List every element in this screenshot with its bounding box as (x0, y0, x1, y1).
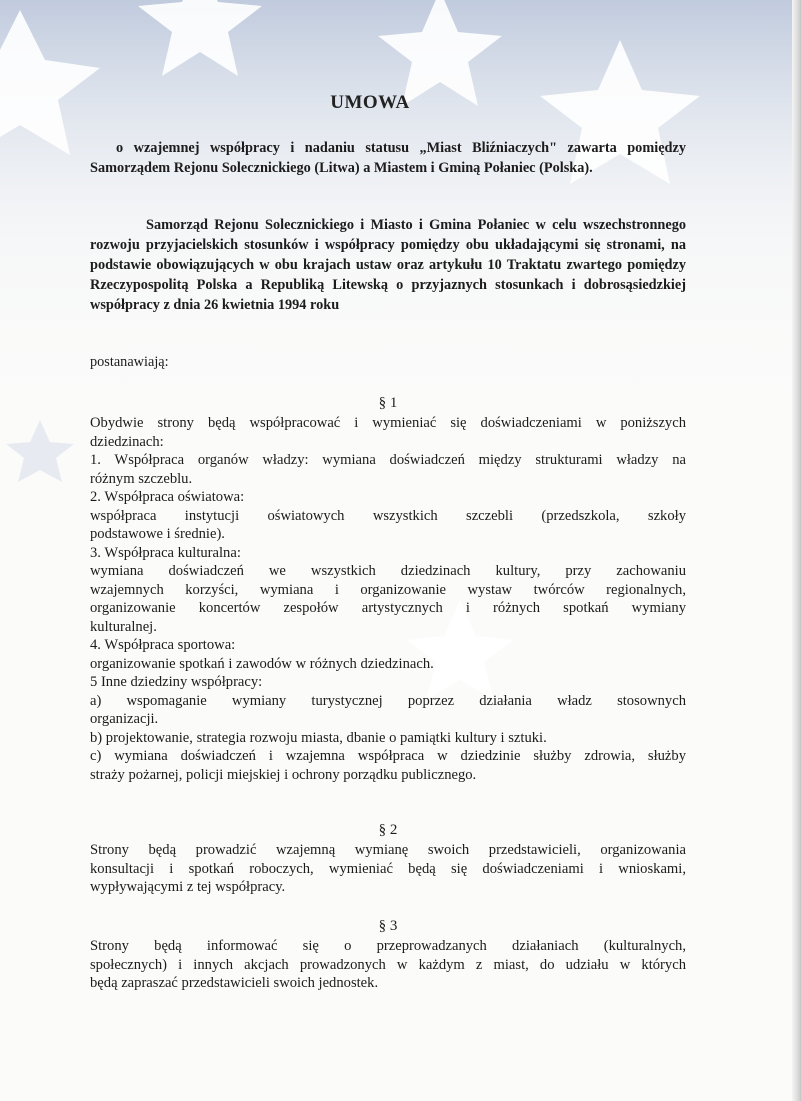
section-1-line: wymiana doświadczeń we wszystkich dziedzinach kultury, przy zachowaniu (90, 563, 686, 579)
section-1-line: b) projektowanie, strategia rozwoju miasta, dbanie o pamiątki kultury i sztuki. (90, 729, 547, 746)
section-3-body (90, 937, 686, 993)
section-1-line: organizacji. (90, 711, 159, 727)
section-1-body (90, 414, 686, 784)
section-1-line: a) wspomaganie wymiany turystycznej poprzez działania władz stosownych (90, 692, 686, 709)
section-1-line: organizowanie spotkań i zawodów w różnych dziedzinach. (90, 655, 434, 672)
section-1-line: dziedzinach: (90, 433, 164, 450)
section-2-line: wypływającymi z tej współpracy. (90, 879, 286, 895)
section-1-line: wzajemnych korzyści, wymiana i organizowanie wystaw twórców regionalnych, (90, 581, 686, 598)
section-1-line: 1. Współpraca organów władzy: wymiana doświadczeń między strukturami władzy na (90, 452, 686, 468)
section-1-line: c) wymiana doświadczeń i wzajemna współpraca w dziedzinie służby zdrowia, służby (90, 748, 686, 764)
section-1-line: 2. Współpraca oświatowa: (90, 489, 245, 505)
section-2-line: konsultacji i spotkań roboczych, wymieniać będą się doświadczeniami i wnioskami, (90, 860, 686, 877)
agreement-intro: o wzajemnej współpracy i nadaniu statusu „Miast Bliźniaczych" zawarta pomiędzy Samorządem Rejonu Solecznickiego (Litwa) a Miastem i Gminą Połaniec (Polska). (90, 140, 686, 176)
section-3-line: społecznych) i innych akcjach prowadzonych w każdym z miast, do udziału w których (90, 956, 686, 973)
section-1-line: kulturalnej. (90, 618, 157, 635)
section-1-line: współpraca instytucji oświatowych wszystkich szczebli (przedszkola, szkoły (90, 507, 686, 524)
agreement-preamble: Samorząd Rejonu Solecznickiego i Miasto i Gmina Połaniec w celu wszechstronnego rozwoju przyjacielskich stosunków i współpracy pomiędzy obu układającymi się stronami, na podstawie obowiązujących w obu krajach ustaw oraz artykułu 10 Traktatu zwartego pomiędzy Rzeczypospolitą Polska a Republiką Litewską o przyjaznych stosunkach i dobrosąsiedzkiej współpracy z dnia 26 kwietnia 1994 roku (90, 217, 686, 313)
section-2-heading: § 2 (378, 822, 398, 838)
section-1-line: organizowanie koncertów zespołów artystycznych i różnych spotkań wymiany (90, 600, 686, 616)
section-1-heading: § 1 (378, 395, 398, 411)
section-1-line: Obydwie strony będą współpracować i wymieniać się doświadczeniami w poniższych (90, 415, 686, 431)
page-right-edge-shadow (792, 0, 801, 1101)
decision-label: postanawiają: (90, 354, 169, 370)
section-1-line: 4. Współpraca sportowa: (90, 637, 236, 653)
document-title: UMOWA (330, 92, 410, 113)
section-1-line: różnym szczeblu. (90, 470, 193, 487)
section-2-body (90, 841, 686, 897)
section-3-heading: § 3 (378, 918, 398, 934)
section-1-line: 5 Inne dziedziny współpracy: (90, 674, 263, 690)
section-3-line: Strony będą informować się o przeprowadzanych działaniach (kulturalnych, (90, 938, 686, 954)
section-3-line: będą zapraszać przedstawicieli swoich jednostek. (90, 975, 379, 991)
section-1-line: 3. Współpraca kulturalna: (90, 544, 241, 561)
section-1-line: straży pożarnej, policji miejskiej i ochrony porządku publicznego. (90, 766, 477, 783)
section-2-line: Strony będą prowadzić wzajemną wymianę swoich przedstawicieli, organizowania (90, 842, 686, 858)
section-1-line: podstawowe i średnie). (90, 526, 225, 542)
